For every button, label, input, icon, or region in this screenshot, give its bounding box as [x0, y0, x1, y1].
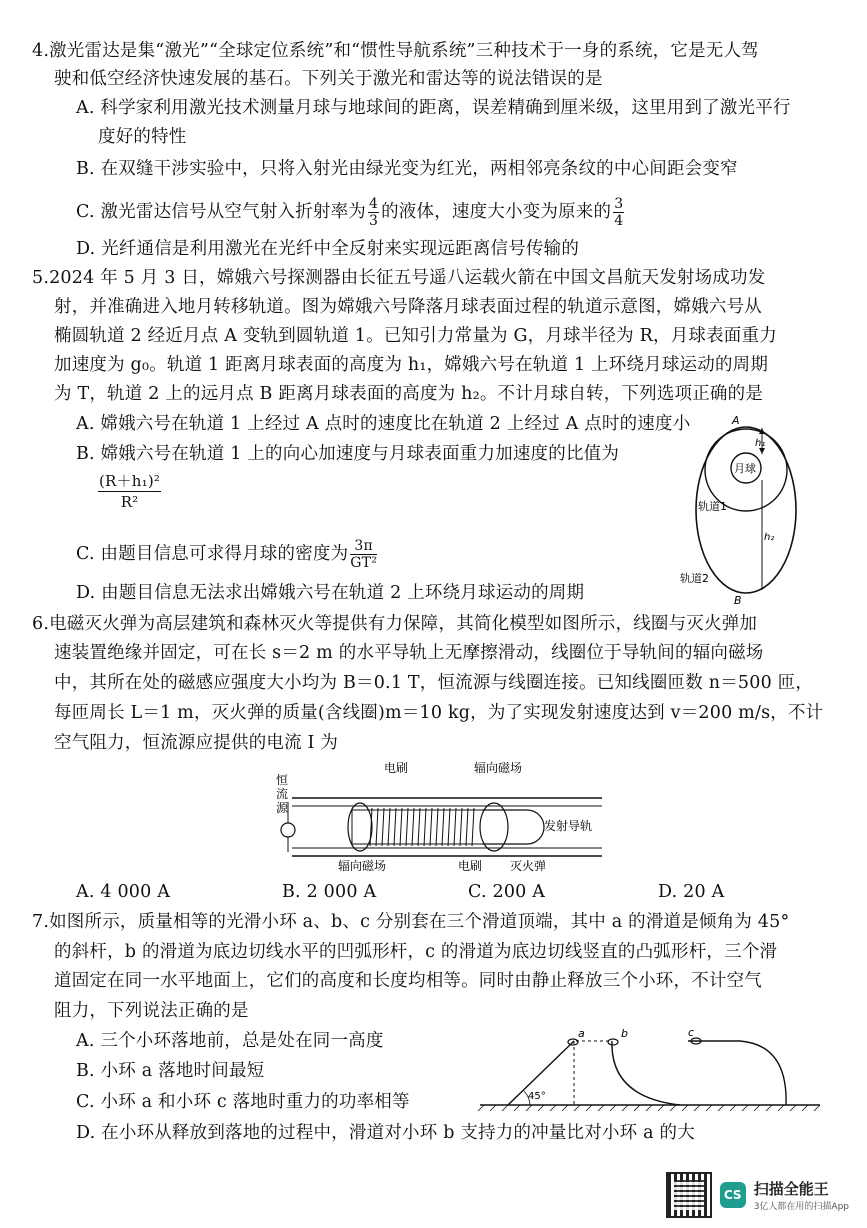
point-b-label: B	[734, 594, 742, 607]
fraction-4-3: $\frac{4}{3}$	[369, 196, 379, 229]
q4-option-d: D. 光纤通信是利用激光在光纤中全反射来实现远距离信号传输的	[76, 239, 580, 259]
q6-option-d: D. 20 A	[658, 882, 725, 902]
coil-windings	[370, 808, 474, 846]
watermark-name: 扫描全能王	[753, 1180, 829, 1198]
slide-b-concave	[612, 1041, 680, 1105]
orbit2-label: 轨道2	[680, 572, 709, 585]
q5-option-b-fraction: $\frac{\text{(R＋h₁)²}}{\text{R²}}$	[99, 472, 161, 511]
q6-option-c: C. 200 A	[468, 882, 546, 902]
q7-option-b: B. 小环 a 落地时间最短	[76, 1061, 265, 1081]
orbit-diagram	[676, 410, 826, 610]
q6-option-a: A. 4 000 A	[76, 882, 171, 902]
h2-label: h₂	[764, 532, 775, 543]
q7-option-a: A. 三个小环落地前，总是处在同一高度	[76, 1031, 384, 1051]
q5-stem-line2: 射，并准确进入地月转移轨道。图为嫦娥六号降落月球表面过程的轨道示意图，嫦娥六号从	[54, 297, 762, 317]
brush-label-bottom: 电刷	[458, 859, 483, 873]
q4-stem-line1: 4.激光雷达是集“激光”“全球定位系统”和“惯性导航系统”三种技术于一身的系统，它是无人驾	[32, 41, 759, 61]
q4-option-b: B. 在双缝干涉实验中，只将入射光由绿光变为红光，两相邻亮条纹的中心间距会变窄	[76, 159, 738, 179]
fire-bomb-shape	[482, 810, 544, 844]
q4-option-a-line1: A. 科学家利用激光技术测量月球与地球间的距离，误差精确到厘米级，这里用到了激光平行	[76, 98, 791, 118]
current-source-icon	[281, 823, 295, 837]
q5-option-b: B. 嫦娥六号在轨道 1 上的向心加速度与月球表面重力加速度的比值为	[76, 444, 620, 464]
q5-option-c: C. 由题目信息可求得月球的密度为 $\frac{3\pi}{\text{GT²}}$	[76, 538, 378, 571]
q7-stem-line1: 7.如图所示，质量相等的光滑小环 a、b、c 分别套在三个滑道顶端，其中 a 的滑道是倾角为 45°	[32, 912, 790, 932]
q5-stem-line3: 椭圆轨道 2 经近月点 A 变轨到圆轨道 1。已知引力常量为 G，月球半径为 R，月球表面重力	[54, 326, 777, 346]
q5-option-d: D. 由题目信息无法求出嫦娥六号在轨道 2 上环绕月球运动的周期	[76, 583, 585, 603]
qr-code-icon	[666, 1172, 712, 1218]
orbit1-label: 轨道1	[698, 500, 727, 513]
rail-label: 发射导轨	[544, 819, 593, 833]
source-label-1: 恒	[276, 773, 289, 787]
ground-hatching	[478, 1105, 820, 1111]
q6-stem-line1: 6.电磁灭火弹为高层建筑和森林灭火等提供有力保障，其简化模型如图所示，线圈与灭火弹加	[32, 614, 758, 634]
q6-option-b: B. 2 000 A	[282, 882, 377, 902]
source-label-3: 源	[276, 801, 289, 815]
brush-label-top: 电刷	[384, 761, 409, 775]
fraction-3-4: $\frac{3}{4}$	[614, 196, 624, 229]
launcher-diagram	[252, 758, 652, 873]
q7-stem-line3: 道固定在同一水平地面上，它们的高度和长度均相等。同时由静止释放三个小环，不计空气	[54, 971, 762, 991]
q6-stem-line2: 速装置绝缘并固定，可在长 s＝2 m 的水平导轨上无摩擦滑动，线圈位于导轨间的辐向磁场	[54, 643, 764, 663]
radial-field-label-top: 辐向磁场	[474, 761, 523, 775]
q4-option-c: C. 激光雷达信号从空气射入折射率为 $\frac{4}{3}$ 的液体，速度大小变为原来的 $\frac{3}{4}$	[76, 196, 624, 229]
scanner-watermark	[666, 1172, 849, 1218]
q5-stem-line5: 为 T，轨道 2 上的远月点 B 距离月球表面的高度为 h₂。不计月球自转，下列选项正确的是	[54, 384, 764, 404]
radial-field-label-bottom: 辐向磁场	[338, 859, 387, 873]
q6-stem-line5: 空气阻力，恒流源应提供的电流 I 为	[54, 733, 339, 753]
angle-label: 45°	[528, 1091, 546, 1102]
source-label-2: 流	[276, 787, 289, 801]
ring-c-label: c	[688, 1026, 695, 1039]
bomb-label: 灭火弹	[510, 859, 547, 873]
q7-stem-line4: 阻力，下列说法正确的是	[54, 1001, 249, 1021]
q7-stem-line2: 的斜杆，b 的滑道为底边切线水平的凹弧形杆，c 的滑道为底边切线竖直的凸弧形杆，三个滑	[54, 942, 778, 962]
q5-option-a: A. 嫦娥六号在轨道 1 上经过 A 点时的速度比在轨道 2 上经过 A 点时的速度小	[76, 414, 691, 434]
q6-stem-line3: 中，其所在处的磁感应强度大小均为 B＝0.1 T，恒流源与线圈连接。已知线圈匝数 n＝500 匝，	[54, 673, 814, 693]
slides-diagram	[470, 1025, 830, 1115]
ring-b-label: b	[621, 1027, 628, 1040]
q4-stem-line2: 驶和低空经济快速发展的基石。下列关于激光和雷达等的说法错误的是	[54, 69, 603, 89]
moon-label: 月球	[734, 462, 756, 475]
point-a-label: A	[732, 414, 740, 427]
q7-option-d: D. 在小环从释放到落地的过程中，滑道对小环 b 支持力的冲量比对小环 a 的大	[76, 1123, 695, 1143]
q5-stem-line4: 加速度为 g₀。轨道 1 距离月球表面的高度为 h₁，嫦娥六号在轨道 1 上环绕月球运动的周期	[54, 355, 769, 375]
ring-a-label: a	[578, 1027, 585, 1040]
q4-option-a-line2: 度好的特性	[98, 127, 187, 147]
q7-option-c: C. 小环 a 和小环 c 落地时重力的功率相等	[76, 1092, 410, 1112]
camscanner-logo-icon: CS	[720, 1182, 746, 1208]
q6-stem-line4: 每匝周长 L＝1 m，灭火弹的质量(含线圈)m＝10 kg，为了实现发射速度达到 v＝200 m/s，不计	[54, 703, 824, 723]
q5-stem-line1: 5.2024 年 5 月 3 日，嫦娥六号探测器由长征五号遥八运载火箭在中国文昌航天发射场成功发	[32, 268, 766, 288]
slide-c-convex	[688, 1041, 786, 1105]
ring-b-icon	[608, 1039, 618, 1045]
h1-label: h₁	[755, 438, 766, 449]
watermark-slogan: 3亿人都在用的扫描App	[753, 1202, 849, 1212]
